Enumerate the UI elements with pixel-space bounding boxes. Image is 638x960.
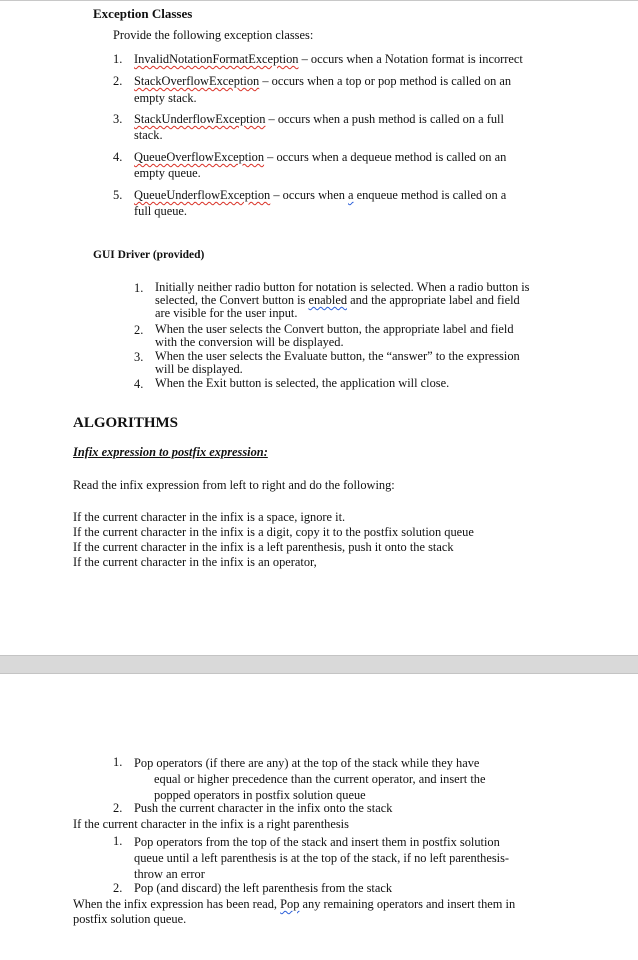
rule-operator: If the current character in the infix is an operator,	[73, 555, 317, 569]
gui-item-1	[155, 281, 530, 320]
exception-item-4	[134, 150, 506, 165]
rule-space: If the current character in the infix is a space, ignore it.	[73, 510, 346, 524]
op-item-1	[134, 755, 486, 803]
gui-item-1-line1: Initially neither radio button for notation is selected. When a radio button is	[155, 280, 530, 294]
exception-name-4: QueueOverflowException	[134, 150, 265, 164]
gui-item-2-line1: When the user selects the Convert button, the appropriate label and field	[155, 322, 514, 336]
exception-item-5	[134, 188, 506, 203]
rp-num-2: 2.	[113, 881, 123, 895]
final-pop-flag: Pop	[280, 897, 300, 911]
final-line2: postfix solution queue.	[73, 912, 187, 926]
exception-name-1: InvalidNotationFormatException	[134, 52, 299, 66]
exception-classes-heading: Exception Classes	[93, 6, 193, 21]
rp-item-2: Pop (and discard) the left parenthesis from the stack	[134, 881, 393, 895]
gui-item-2	[155, 323, 514, 349]
document-page-2	[0, 674, 638, 960]
final-line1-a: When the infix expression has been read,	[73, 897, 281, 911]
rp-item-1-line2: queue until a left parenthesis is at the top of the stack, if no left parenthesis-	[134, 851, 510, 865]
rp-num-1: 1.	[113, 834, 123, 848]
exception-desc-5c: full queue.	[134, 204, 187, 218]
gui-num-3: 3.	[134, 350, 144, 364]
gui-item-4: When the Exit button is selected, the application will close.	[155, 376, 450, 390]
exception-item-3	[134, 112, 504, 127]
exception-name-3: StackUnderflowException	[134, 112, 266, 126]
gui-item-3-line1: When the user selects the Evaluate button, the “answer” to the expression	[155, 349, 520, 363]
exception-desc-4b: empty queue.	[134, 166, 201, 180]
op-item-1-line3: popped operators in postfix solution queue	[154, 788, 366, 802]
op-item-2: Push the current character in the infix onto the stack	[134, 801, 393, 815]
gui-item-3-line2: will be displayed.	[155, 362, 243, 376]
exception-desc-5a: – occurs when	[270, 188, 349, 202]
op-num-1: 1.	[113, 755, 123, 769]
gui-num-1: 1.	[134, 281, 144, 295]
exception-num-1: 1.	[113, 52, 123, 66]
gui-num-2: 2.	[134, 323, 144, 337]
op-num-2: 2.	[113, 801, 123, 815]
exception-name-2: StackOverflowException	[134, 74, 260, 88]
rule-left-paren: If the current character in the infix is a left parenthesis, push it onto the stack	[73, 540, 454, 554]
infix-postfix-subheading: Infix expression to postfix expression:	[73, 445, 268, 459]
exception-num-2: 2.	[113, 74, 123, 88]
exception-num-5: 5.	[113, 188, 123, 202]
exception-desc-1: – occurs when a Notation format is incorrect	[298, 52, 523, 66]
exception-num-4: 4.	[113, 150, 123, 164]
exception-intro: Provide the following exception classes:	[113, 28, 314, 42]
algorithm-read-instruction: Read the infix expression from left to right and do the following:	[73, 478, 395, 492]
exception-item-1	[134, 52, 523, 67]
algorithm-rules	[73, 511, 474, 571]
op-item-1-line1: Pop operators (if there are any) at the top of the stack while they have	[134, 756, 480, 770]
rp-item-1	[134, 834, 509, 882]
rp-item-1-line1: Pop operators from the top of the stack and insert them in postfix solution	[134, 835, 500, 849]
final-line1-b: any remaining operators and insert them in	[299, 897, 516, 911]
rule-digit: If the current character in the infix is a digit, copy it to the postfix solution queue	[73, 525, 474, 539]
gui-item-1-enabled: enabled	[308, 293, 348, 307]
exception-desc-3b: stack.	[134, 128, 163, 142]
exception-desc-5b: enqueue method is called on a	[353, 188, 507, 202]
exception-desc-2: – occurs when a top or pop method is called on an	[259, 74, 512, 88]
exception-desc-2b: empty stack.	[134, 91, 197, 105]
gui-item-1-line2-a: selected, the Convert button is	[155, 293, 309, 307]
final-instruction	[73, 897, 515, 927]
gui-item-1-line2-b: and the appropriate label and field	[347, 293, 520, 307]
algorithms-heading: ALGORITHMS	[73, 415, 179, 431]
rule-right-paren: If the current character in the infix is a right parenthesis	[73, 817, 349, 831]
gui-item-1-line3: are visible for the user input.	[155, 306, 298, 320]
op-item-1-line2: equal or higher precedence than the current operator, and insert the	[154, 772, 486, 786]
gui-item-2-line2: with the conversion will be displayed.	[155, 335, 344, 349]
exception-num-3: 3.	[113, 112, 123, 126]
gui-item-3	[155, 350, 520, 376]
exception-desc-3: – occurs when a push method is called on a full	[265, 112, 504, 126]
exception-desc-5-article: a	[348, 188, 354, 202]
exception-desc-4: – occurs when a dequeue method is called on an	[264, 150, 507, 164]
rp-item-1-line3: throw an error	[134, 867, 205, 881]
page-separator	[0, 655, 638, 674]
gui-driver-heading: GUI Driver (provided)	[93, 249, 205, 261]
exception-name-5: QueueUnderflowException	[134, 188, 271, 202]
exception-item-2	[134, 74, 511, 89]
gui-num-4: 4.	[134, 377, 144, 391]
